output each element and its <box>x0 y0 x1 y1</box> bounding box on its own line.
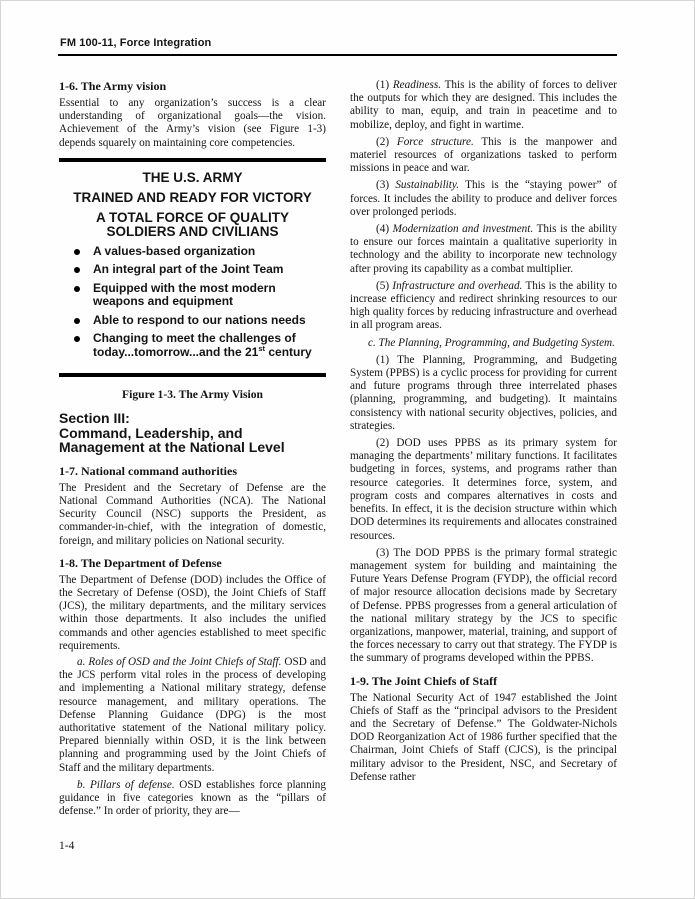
paragraph-number: (1) <box>376 79 393 91</box>
paragraph-a-roles <box>59 656 326 775</box>
bullet-icon <box>74 267 80 273</box>
running-header: FM 100-11, Force Integration <box>60 37 212 49</box>
paragraph-modernization <box>350 223 617 276</box>
paragraph-1-7: The President and the Secretary of Defense are the National Command Authorities (NCA). The National Security Council (NSC) supports the President, as commander-in-chief, with the integration of domestic, foreign, and military policies on National security. <box>59 481 326 547</box>
paragraph-text: This is the “staying power” of forces. It includes the ability to produce and deliver forces over prolonged periods. <box>350 179 618 218</box>
army-vision-figure-box <box>59 158 326 378</box>
paragraph-text: The DOD PPBS is the primary formal strategic management system for building and maintaining the Future Years Defense Program (FYDP), the official record of major resource allocation decisions made by Secretary of Defense. PPBS progresses from a general articulation of the national military strategy by the JCS to specific organizations, manpower, material, training, and support of the forces necessary to carry out that strategy. The FYDP is the summary of programs developed within the PPBS. <box>350 546 617 665</box>
paragraph-number: (3) <box>376 546 394 559</box>
paragraph-number: (5) <box>376 279 393 292</box>
superscript-ordinal: st <box>258 343 266 353</box>
bullet-text: Equipped with the most modern weapons and equipment <box>93 280 276 309</box>
bullet-text: Able to respond to our nations needs <box>93 312 306 327</box>
paragraph-sustainability <box>350 179 617 219</box>
paragraph-b-pillars <box>59 779 326 819</box>
figure-box-bullet-list <box>59 245 326 360</box>
left-column <box>59 79 326 822</box>
paragraph-ppbs-3 <box>350 547 617 666</box>
figure-box-subtitle-2: A TOTAL FORCE OF QUALITY SOLDIERS AND CIVILIANS <box>96 209 289 239</box>
paragraph-number: (2) <box>376 437 397 450</box>
header-rule <box>58 54 617 56</box>
paragraph-infrastructure <box>350 280 617 333</box>
bullet-icon <box>74 336 80 342</box>
paragraph-lead: Readiness. <box>392 79 441 91</box>
paragraph-text: This is the ability to increase efficiency and redirect shrinking resources to our high quality forces by reducing infrastructure and overhead in all program areas. <box>350 279 618 332</box>
paragraph-ppbs-1 <box>350 354 617 433</box>
paragraph-text: OSD and the JCS perform vital roles in the process of developing and implementing a National military strategy, defense resource management, and military operations. The Defense Planning Guidance (DPG) is the most authoritative statement of the National military policy. Prepared biennially within OSD, it is the link between planning and programming used by the Joint Chiefs of Staff and the military departments. <box>59 656 326 774</box>
figure-caption: Figure 1-3. The Army Vision <box>122 388 263 402</box>
paragraph-c-ppbs <box>350 337 617 350</box>
figure-box-subtitle-1: TRAINED AND READY FOR VICTORY <box>73 189 312 205</box>
paragraph-number: (2) <box>376 135 397 148</box>
paragraph-1-9: The National Security Act of 1947 established the Joint Chiefs of Staff as the “principal advisors to the President and the Secretary of Defense.” The Goldwater-Nichols DOD Reorganization Act of 1986 further specified that the Chairman, Joint Chiefs of Staff (CJCS), is the principal military advisor to the President, NSC, and Secretary of Defense rather <box>350 691 617 783</box>
paragraph-number: (3) <box>376 179 396 192</box>
paragraph-force-structure <box>350 136 617 176</box>
list-item <box>59 282 326 309</box>
paragraph-lead: Force structure. <box>396 135 474 148</box>
paragraph-text: The Planning, Programming, and Budgeting System (PPBS) is a cyclic process for providing for current and future programs through three interrelated phases (planning, programming, and budgeting). It maintains consistency with national security objectives, policies, and strategies. <box>350 353 617 432</box>
figure-box-title: THE U.S. ARMY <box>142 169 243 185</box>
paragraph-lead: Modernization and investment. <box>392 223 534 236</box>
paragraph-ppbs-2 <box>350 437 617 543</box>
bullet-icon <box>74 286 80 292</box>
bullet-text: An integral part of the Joint Team <box>93 262 284 277</box>
paragraph-lead: a. Roles of OSD and the Joint Chiefs of Staff. <box>77 656 282 669</box>
section-heading-line: Command, Leadership, and <box>59 424 243 441</box>
paragraph-text: This is the ability to ensure our forces maintain a qualitative superiority in technology and the ability to incorporate new technology after proving its capability as a combat multiplier. <box>350 223 617 275</box>
section-heading <box>59 411 326 455</box>
bullet-icon <box>74 249 80 255</box>
paragraph-1-6: Essential to any organization’s success is a clear understanding of organizational goals—the vision. Achievement of the Army’s vision (see Figure 1-3) depends squarely on maintaining core competencies. <box>59 97 326 149</box>
heading-1-8: 1-8. The Department of Defense <box>59 555 222 570</box>
paragraph-text: This is the ability of forces to deliver the outputs for which they are designed. This includes the ability to man, equip, and train in peacetime and to mobilize, deploy, and fight in wartime. <box>350 79 617 131</box>
paragraph-text: DOD uses PPBS as its primary system for managing the departments’ military functions. It facilitates budgeting in forces, systems, and programs rather than resource categories. It determines force, system, and program costs and compares alternatives in costs and benefits. In effect, it is the decision structure within which DOD determines its requirements and allocates constrained resources. <box>350 437 617 542</box>
right-column <box>350 79 617 822</box>
paragraph-1-8: The Department of Defense (DOD) includes the Office of the Secretary of Defense (OSD), the Joint Chiefs of Staff (JCS), the military departments, and the military services within those departments. It also includes the unified commands and other agencies established to meet specific requirements. <box>59 573 326 652</box>
bullet-text <box>93 331 312 359</box>
paragraph-number: (4) <box>376 223 393 236</box>
heading-1-7: 1-7. National command authorities <box>59 463 237 478</box>
bullet-icon <box>74 318 80 324</box>
paragraph-lead: b. Pillars of defense. <box>77 778 175 791</box>
paragraph-lead: Sustainability. <box>395 179 460 192</box>
section-heading-line: Section III: <box>59 410 130 427</box>
bullet-text-post: century <box>265 344 312 359</box>
paragraph-lead: Infrastructure and overhead. <box>392 279 523 292</box>
list-item <box>59 245 326 259</box>
list-item <box>59 332 326 359</box>
list-item <box>59 263 326 277</box>
page-number: 1-4 <box>59 840 75 852</box>
bullet-text-pre: Changing to meet the challenges of today...tomorrow...and the 21 <box>93 331 296 359</box>
paragraph-readiness <box>350 79 617 132</box>
heading-1-9: 1-9. The Joint Chiefs of Staff <box>350 673 498 688</box>
two-column-layout <box>59 79 617 822</box>
heading-1-6: 1-6. The Army vision <box>59 79 167 93</box>
section-heading-line: Management at the National Level <box>59 439 285 456</box>
paragraph-text: OSD establishes force planning guidance in five categories known as the “pillars of defense.” In order of priority, they are— <box>59 778 326 818</box>
paragraph-text: This is the manpower and materiel resources of organizations tasked to perform missions in peace and war. <box>350 135 617 175</box>
paragraph-number: (1) <box>376 353 398 366</box>
paragraph-lead: c. The Planning, Programming, and Budgeting System. <box>368 336 615 349</box>
list-item <box>59 314 326 328</box>
bullet-text: A values-based organization <box>93 243 256 258</box>
